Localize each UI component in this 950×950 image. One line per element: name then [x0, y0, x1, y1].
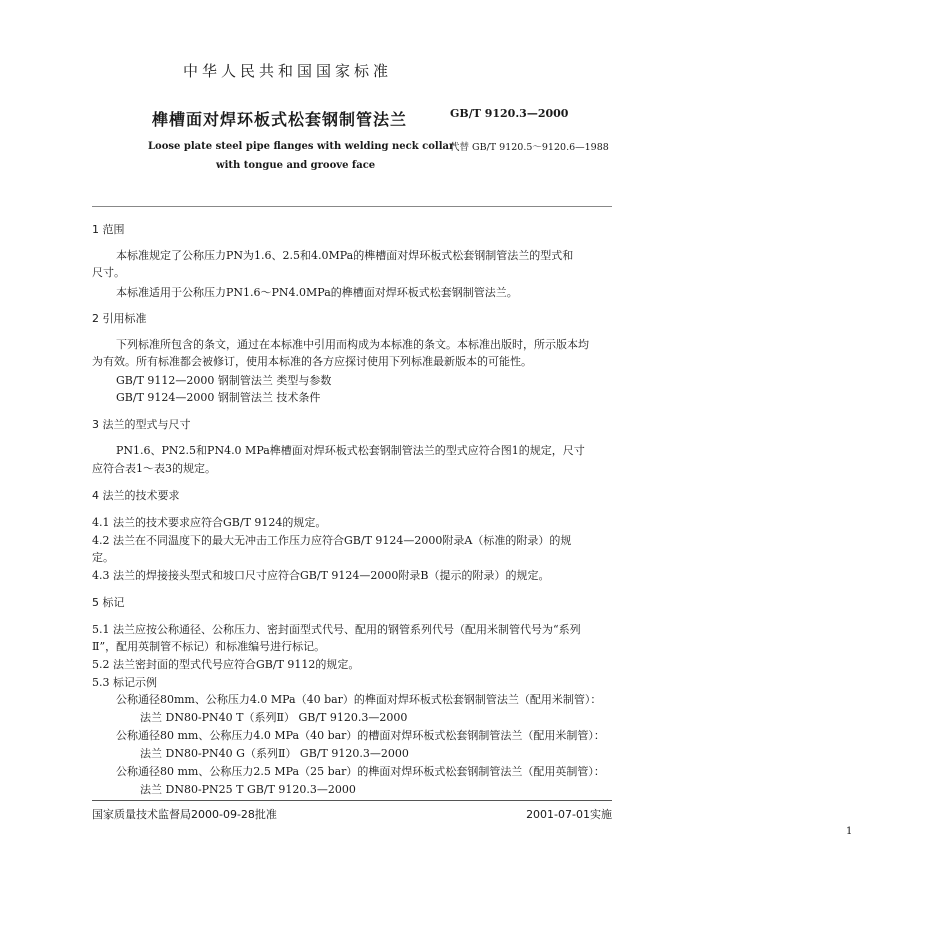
example-marking: 法兰 DN80-PN40 G（系列Ⅱ） GB/T 9120.3—2000 [140, 747, 409, 760]
example-marking: 法兰 DN80-PN40 T（系列Ⅱ） GB/T 9120.3—2000 [140, 711, 408, 724]
standard-code: GB/T 9120.3—2000 [450, 107, 569, 120]
english-title-line2: with tongue and groove face [216, 160, 376, 171]
paragraph-line: 尺寸。 [92, 266, 125, 279]
paragraph-line: 应符合表1～表3的规定。 [92, 462, 216, 475]
paragraph-line: 本标准规定了公称压力PN为1.6、2.5和4.0MPa的榫槽面对焊环板式松套钢制管法兰的型式和 [116, 249, 574, 262]
national-standard-title: 中华人民共和国国家标准 [183, 62, 393, 80]
example-description: 公称通径80 mm、公称压力4.0 MPa（40 bar）的槽面对焊环板式松套钢制管法兰（配用米制管）： [116, 729, 605, 742]
section-heading-technical-requirements: 4 法兰的技术要求 [92, 489, 180, 502]
example-marking: 法兰 DN80-PN25 T GB/T 9120.3—2000 [140, 783, 356, 796]
effective-date: 2001-07-01实施 [526, 808, 612, 821]
section-heading-marking: 5 标记 [92, 596, 125, 609]
clause-4-2-cont: 定。 [92, 551, 114, 564]
replaces-standard: 代替 GB/T 9120.5～9120.6—1988 [450, 142, 609, 153]
english-title-line1: Loose plate steel pipe flanges with welding neck collar [148, 141, 455, 152]
clause-4-2: 4.2 法兰在不同温度下的最大无冲击工作压力应符合GB/T 9124—2000附录A（标准的附录）的规 [92, 534, 572, 547]
approval-date: 国家质量技术监督局2000-09-28批准 [92, 808, 277, 821]
reference-item: GB/T 9124—2000 钢制管法兰 技术条件 [116, 391, 321, 404]
clause-5-1: 5.1 法兰应按公称通径、公称压力、密封面型式代号、配用的钢管系列代号（配用米制管代号为“系列 [92, 623, 581, 636]
paragraph-line: 本标准适用于公称压力PN1.6～PN4.0MPa的榫槽面对焊环板式松套钢制管法兰。 [116, 286, 518, 299]
reference-item: GB/T 9112—2000 钢制管法兰 类型与参数 [116, 374, 332, 387]
header-divider [92, 206, 612, 207]
section-heading-references: 2 引用标准 [92, 312, 147, 325]
example-description: 公称通径80 mm、公称压力2.5 MPa（25 bar）的榫面对焊环板式松套钢制管法兰（配用英制管）： [116, 765, 605, 778]
paragraph-line: 为有效。所有标准都会被修订，使用本标准的各方应探讨使用下列标准最新版本的可能性。 [92, 355, 532, 368]
clause-5-3: 5.3 标记示例 [92, 676, 157, 689]
clause-4-1: 4.1 法兰的技术要求应符合GB/T 9124的规定。 [92, 516, 327, 529]
footer-divider [92, 800, 612, 801]
clause-4-3: 4.3 法兰的焊接接头型式和坡口尺寸应符合GB/T 9124—2000附录B（提示的附录）的规定。 [92, 569, 550, 582]
clause-5-2: 5.2 法兰密封面的型式代号应符合GB/T 9112的规定。 [92, 658, 360, 671]
clause-5-1-cont: Ⅱ”，配用英制管不标记）和标准编号进行标记。 [92, 640, 326, 653]
page-number: 1 [846, 826, 853, 837]
section-heading-type-dimensions: 3 法兰的型式与尺寸 [92, 418, 191, 431]
section-heading-scope: 1 范围 [92, 223, 125, 236]
paragraph-line: 下列标准所包含的条文，通过在本标准中引用而构成为本标准的条文。本标准出版时，所示版本均 [116, 338, 589, 351]
example-description: 公称通径80mm、公称压力4.0 MPa（40 bar）的榫面对焊环板式松套钢制管法兰（配用米制管）： [116, 693, 602, 706]
document-title: 榫槽面对焊环板式松套钢制管法兰 [152, 110, 408, 129]
paragraph-line: PN1.6、PN2.5和PN4.0 MPa榫槽面对焊环板式松套钢制管法兰的型式应符合图1的规定，尺寸 [116, 444, 585, 457]
